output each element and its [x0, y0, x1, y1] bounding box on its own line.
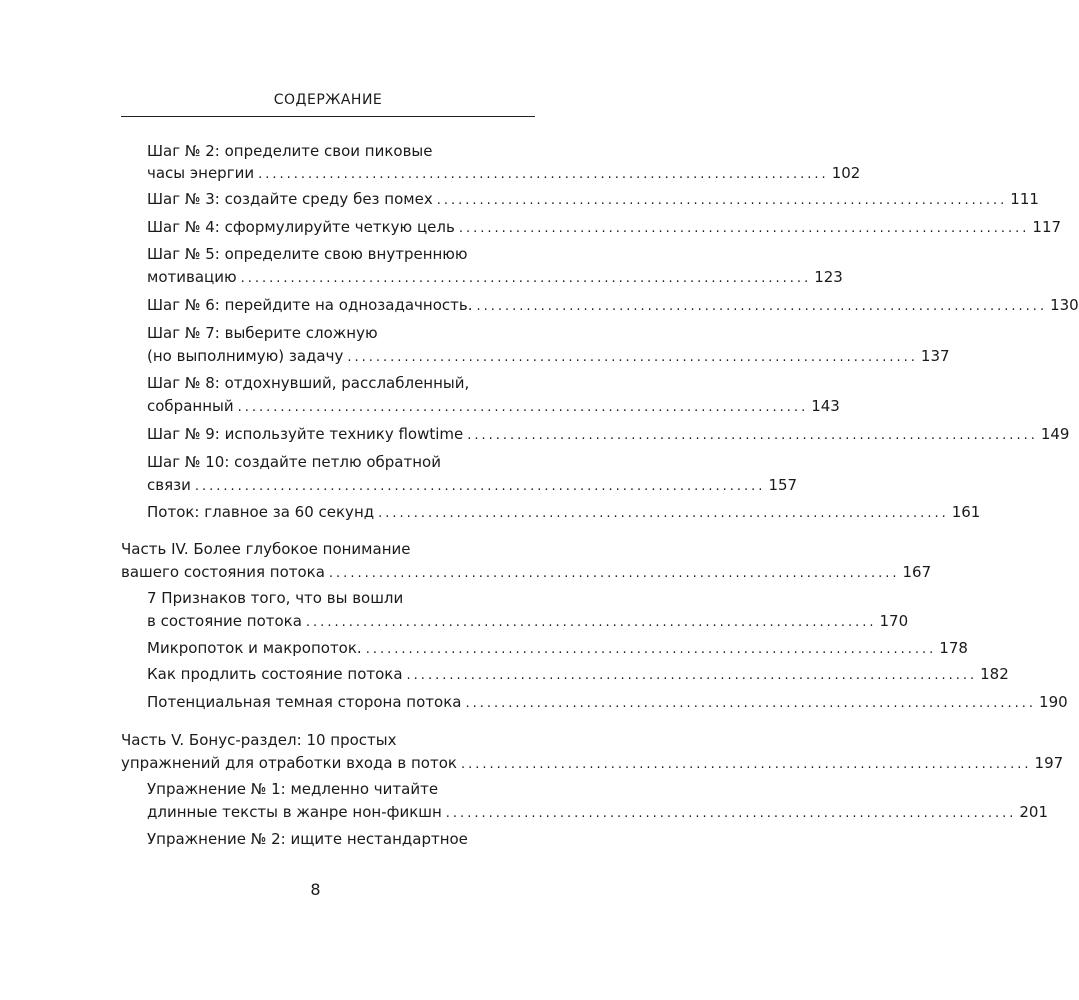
toc-entry-title: связи: [147, 476, 191, 494]
toc-entry-line: [147, 294, 1079, 316]
toc-entry-title: Шаг № 8: отдохнувший, расслабленный,: [147, 374, 470, 392]
toc-entry-line: [147, 188, 1039, 210]
dot-leader: ................................................................................: [406, 668, 978, 683]
toc-entry-line: [147, 266, 843, 288]
toc-entry-title: длинные тексты в жанре нон-фикшн: [147, 803, 442, 821]
toc-page-number: 157: [768, 476, 798, 494]
toc-page-number: 123: [814, 268, 843, 286]
toc-entry-title: собранный: [147, 397, 234, 415]
toc-entry-title: Часть IV. Более глубокое понимание: [121, 540, 411, 558]
toc-entry-title: часы энергии: [147, 164, 255, 182]
page-number: 8: [310, 880, 321, 899]
dot-leader: ................................................................................: [347, 350, 918, 365]
dot-leader: ................................................................................: [476, 299, 1048, 314]
toc-entry-line: [121, 561, 932, 583]
toc-page-number: 201: [1019, 803, 1049, 821]
toc-entry-title: Шаг № 4: сформулируйте четкую цель: [147, 218, 455, 236]
toc-page-number: 137: [920, 347, 950, 365]
toc-entry-title: Микропоток и макропоток.: [147, 639, 362, 657]
toc-page-number: 182: [980, 665, 1009, 683]
toc-entry-line: [147, 663, 1009, 685]
toc-entry-title: Шаг № 3: создайте среду без помех: [147, 190, 433, 208]
toc-entry-title: Шаг № 5: определите свою внутреннюю: [147, 245, 468, 263]
toc-entry-line: [147, 474, 798, 496]
toc-entry-title: Потенциальная темная сторона потока: [147, 693, 462, 711]
toc-entry-title: (но выполнимую) задачу: [147, 347, 344, 365]
toc-page-number: 130: [1050, 296, 1079, 314]
toc-entry-title: Шаг № 10: создайте петлю обратной: [147, 453, 441, 471]
toc-page-number: 190: [1039, 693, 1068, 711]
toc-entry-title: Шаг № 6: перейдите на однозадачность.: [147, 296, 473, 314]
dot-leader: ................................................................................: [445, 806, 1017, 821]
toc-page-number: 161: [951, 503, 981, 521]
toc-entry-title: Упражнение № 1: медленно читайте: [147, 780, 439, 798]
toc-entry-title: в состояние потока: [147, 612, 302, 630]
toc-entry-line: [147, 216, 1062, 238]
toc-entry-title: Шаг № 2: определите свои пиковые: [147, 142, 433, 160]
dot-leader: ................................................................................: [460, 757, 1032, 772]
toc-entry-title: Поток: главное за 60 секунд: [147, 503, 375, 521]
toc-entry-line: [147, 637, 968, 659]
toc-entry-line: [147, 610, 909, 632]
toc-entry-line: [147, 345, 950, 367]
toc-page-number: 143: [811, 397, 840, 415]
toc-page-number: 170: [879, 612, 909, 630]
dot-leader: ................................................................................: [237, 400, 809, 415]
toc-entry-line: [147, 801, 1049, 823]
toc-entry-line: [147, 395, 840, 417]
dot-leader: ................................................................................: [467, 428, 1038, 443]
toc-page-number: 102: [831, 164, 861, 182]
toc-entry-line: [147, 691, 1068, 713]
dot-leader: ................................................................................: [458, 221, 1030, 236]
toc-entry-title: Упражнение № 2: ищите нестандартное: [147, 830, 468, 848]
toc-page-number: 117: [1032, 218, 1062, 236]
toc-entry-title: вашего состояния потока: [121, 563, 325, 581]
toc-entry-title: упражнений для отработки входа в поток: [121, 754, 457, 772]
header-rule: [121, 116, 535, 117]
dot-leader: ................................................................................: [305, 615, 877, 630]
toc-page-number: 167: [902, 563, 932, 581]
toc-entry-line: [121, 752, 1064, 774]
toc-entry-line: [147, 423, 1070, 445]
toc-entry-title: Часть V. Бонус-раздел: 10 простых: [121, 731, 397, 749]
dot-leader: ................................................................................: [258, 167, 829, 182]
toc-page-number: 178: [939, 639, 968, 657]
toc-entry-title: Шаг № 7: выберите сложную: [147, 324, 378, 342]
dot-leader: ................................................................................: [365, 642, 937, 657]
toc-page-number: 111: [1010, 190, 1039, 208]
toc-entry-line: [147, 162, 861, 184]
dot-leader: ................................................................................: [378, 506, 949, 521]
toc-entry-title: Шаг № 9: используйте технику flowtime: [147, 425, 464, 443]
dot-leader: ................................................................................: [328, 566, 900, 581]
toc-entry-title: Как продлить состояние потока: [147, 665, 403, 683]
page-header: СОДЕРЖАНИЕ: [273, 92, 383, 108]
toc-page-number: 149: [1040, 425, 1070, 443]
toc-entry-line: [147, 501, 981, 523]
toc-entry-title: 7 Признаков того, что вы вошли: [147, 589, 404, 607]
toc-entry-title: мотивацию: [147, 268, 237, 286]
dot-leader: ................................................................................: [240, 271, 812, 286]
dot-leader: ................................................................................: [194, 479, 766, 494]
dot-leader: ................................................................................: [436, 193, 1008, 208]
dot-leader: ................................................................................: [465, 696, 1037, 711]
toc-page-number: 197: [1034, 754, 1064, 772]
